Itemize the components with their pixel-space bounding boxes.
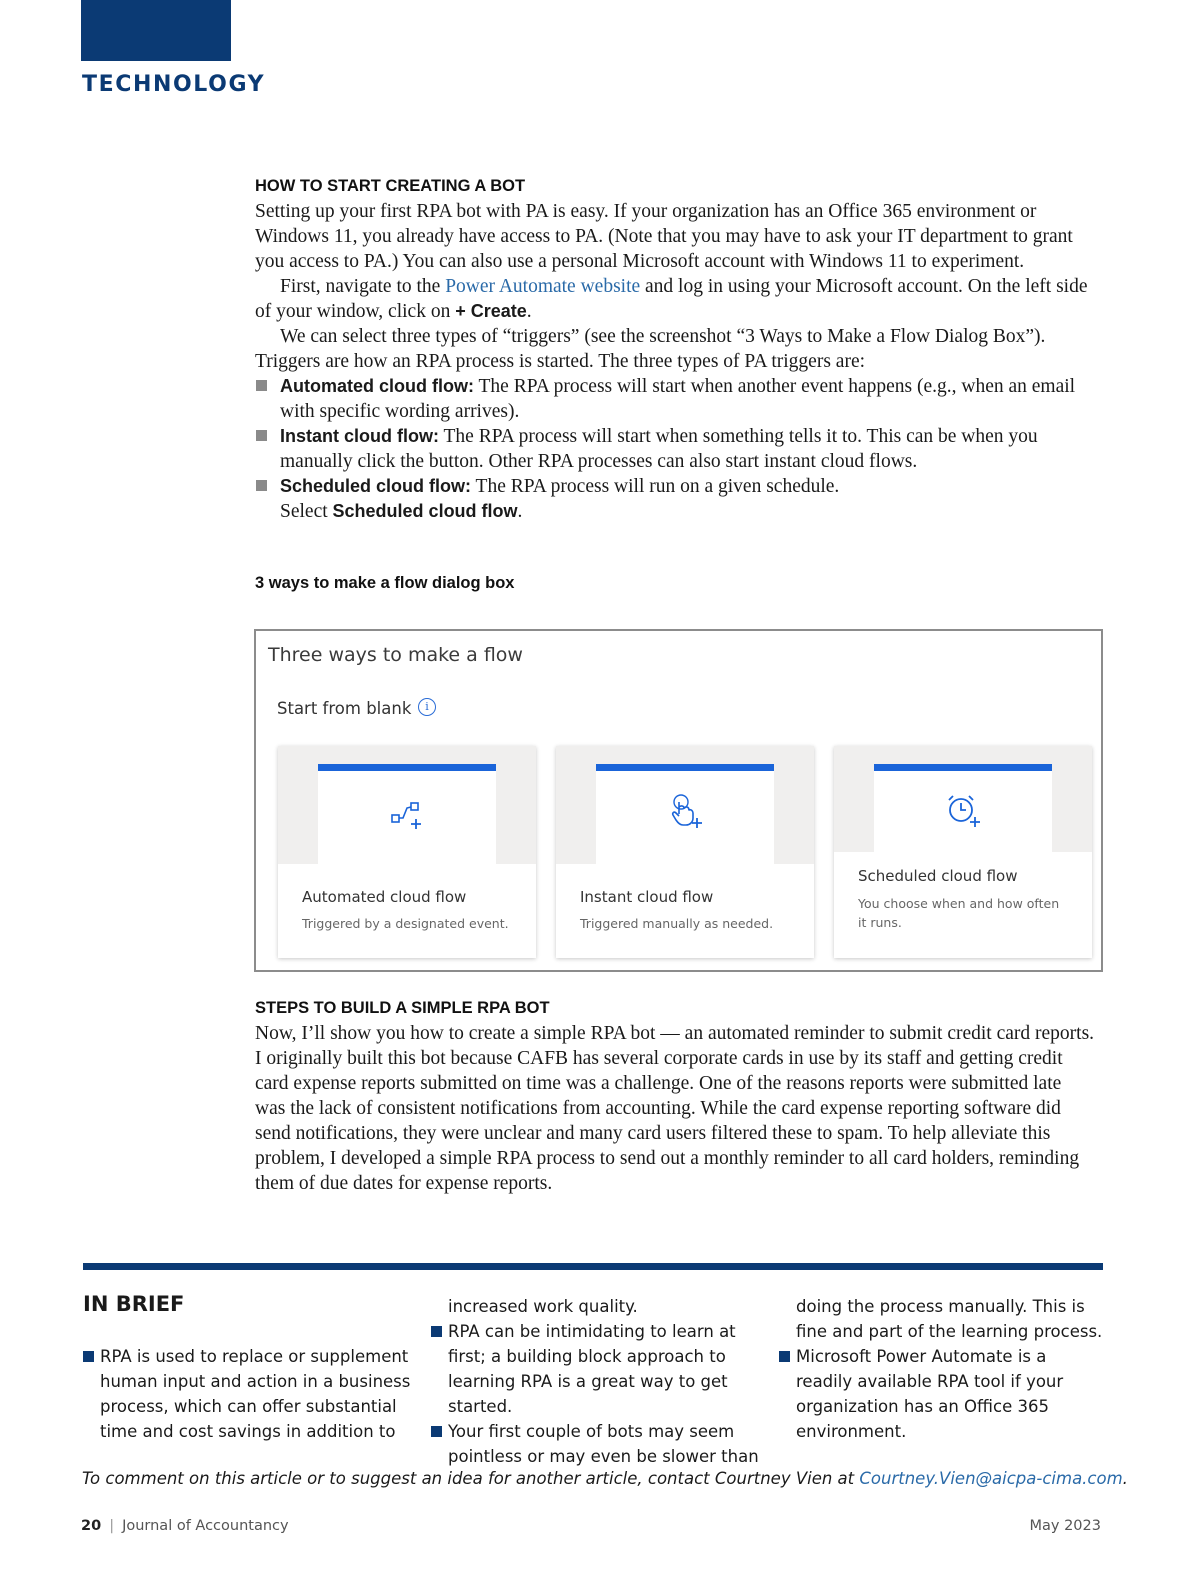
card-title: Scheduled cloud flow — [858, 867, 1018, 885]
list-item: Your first couple of bots may seem pointless or may even be slower than — [431, 1419, 761, 1469]
list-item: Automated cloud flow: The RPA process will start when another event happens (e.g., when an email with specific wording arrives). — [255, 374, 1095, 424]
instant-flow-card[interactable] — [556, 746, 814, 958]
section-heading: HOW TO START CREATING A BOT — [255, 177, 526, 195]
info-icon[interactable]: i — [418, 698, 436, 716]
card-description: Triggered manually as needed. — [580, 916, 774, 931]
list-item: RPA is used to replace or supplement human input and action in a business process, which can offer substantial time and cost savings in addition to — [83, 1344, 413, 1444]
page-number: 20 — [81, 1518, 102, 1534]
section-heading: STEPS TO BUILD A SIMPLE RPA BOT — [255, 999, 550, 1017]
automated-flow-card[interactable] — [278, 746, 536, 958]
bullet-square-icon — [256, 480, 267, 491]
bullet-square-icon — [256, 380, 267, 391]
card-title: Instant cloud flow — [580, 888, 714, 906]
dialog-subtitle: Start from blank — [277, 699, 412, 718]
trigger-list — [255, 374, 1095, 499]
card-header — [556, 746, 814, 864]
divider — [83, 1263, 1103, 1270]
paragraph: First, navigate to the Power Automate website and log in using your Microsoft account. On the left side of your window, click on + Create. — [255, 276, 1088, 322]
card-accent-bar — [318, 764, 496, 771]
footer-left — [81, 1518, 289, 1534]
bullet-square-icon — [779, 1351, 790, 1362]
section-tag: TECHNOLOGY — [82, 72, 266, 97]
list-item: Microsoft Power Automate is a readily available RPA tool if your organization has an Office 365 environment. — [779, 1344, 1104, 1444]
power-automate-link[interactable]: Power Automate website — [445, 276, 641, 297]
card-description: You choose when and how often it runs. — [858, 896, 1060, 930]
in-brief-column — [779, 1294, 1104, 1444]
publication-name: Journal of Accountancy — [122, 1518, 289, 1534]
automated-flow-icon — [385, 794, 429, 838]
comment-note: To comment on this article or to suggest an idea for another article, contact Courtney Vien at Courtney.Vien@aicpa-cima.com. — [82, 1469, 1128, 1488]
article-section-start — [255, 174, 1095, 524]
paragraph: We can select three types of “triggers” (see the screenshot “3 Ways to Make a Flow Dialog Box”). Triggers are how an RPA process is started. The three types of PA triggers are: — [255, 326, 1046, 372]
paragraph: Select Scheduled cloud flow. — [280, 501, 523, 522]
header-color-block — [81, 0, 231, 61]
in-brief-column — [431, 1294, 761, 1469]
create-label: + Create — [455, 301, 527, 321]
dialog-title: Three ways to make a flow — [268, 644, 523, 666]
alarm-clock-icon — [941, 790, 985, 834]
card-header — [278, 746, 536, 864]
list-item: RPA can be intimidating to learn at first; a building block approach to learning RPA is a great way to get started. — [431, 1319, 761, 1419]
list-item: Scheduled cloud flow: The RPA process will run on a given schedule. — [255, 474, 1095, 499]
card-description: Triggered by a designated event. — [302, 916, 509, 931]
card-title: Automated cloud flow — [302, 888, 467, 906]
article-section-steps — [255, 996, 1095, 1196]
in-brief-title: IN BRIEF — [83, 1292, 185, 1316]
list-item: Instant cloud flow: The RPA process will start when something tells it to. This can be when you manually click the button. Other RPA processes can also start instant cloud flows. — [255, 424, 1095, 474]
paragraph: Setting up your first RPA bot with PA is easy. If your organization has an Office 365 environment or Windows 11, you already have access to PA. (Note that you may have to ask your IT department to grant you access to PA.) You can also use a personal Microsoft account with Windows 11 to experiment. — [255, 201, 1073, 272]
paragraph: Now, I’ll show you how to create a simple RPA bot — an automated reminder to submit credit card reports. I originally built this bot because CAFB has several corporate cards in use by its staff and getting credit card expense reports submitted on time was a challenge. One of the reasons reports were submitted late was the lack of consistent notifications from accounting. While the card expense reporting software did send notifications, they were unclear and many card users filtered these to spam. To help alleviate this problem, I developed a simple RPA process to send out a monthly reminder to all card holders, reminding them of due dates for expense reports. — [255, 1023, 1095, 1194]
flow-dialog-screenshot — [254, 629, 1103, 972]
bullet-square-icon — [431, 1426, 442, 1437]
list-item-continued: increased work quality. — [448, 1297, 638, 1316]
card-header — [834, 746, 1092, 852]
bullet-square-icon — [83, 1351, 94, 1362]
footer-separator: | — [109, 1518, 115, 1534]
list-item-continued: doing the process manually. This is fine and part of the learning process. — [796, 1297, 1103, 1341]
card-accent-bar — [874, 764, 1052, 771]
bullet-square-icon — [431, 1326, 442, 1337]
figure-caption: 3 ways to make a flow dialog box — [255, 574, 515, 592]
card-accent-bar — [596, 764, 774, 771]
bullet-square-icon — [256, 430, 267, 441]
email-link[interactable]: Courtney.Vien@aicpa-cima.com — [859, 1469, 1123, 1488]
footer-date: May 2023 — [1029, 1518, 1101, 1534]
in-brief-column — [83, 1344, 413, 1444]
touch-hand-icon — [663, 790, 707, 834]
scheduled-flow-card[interactable] — [834, 746, 1092, 958]
